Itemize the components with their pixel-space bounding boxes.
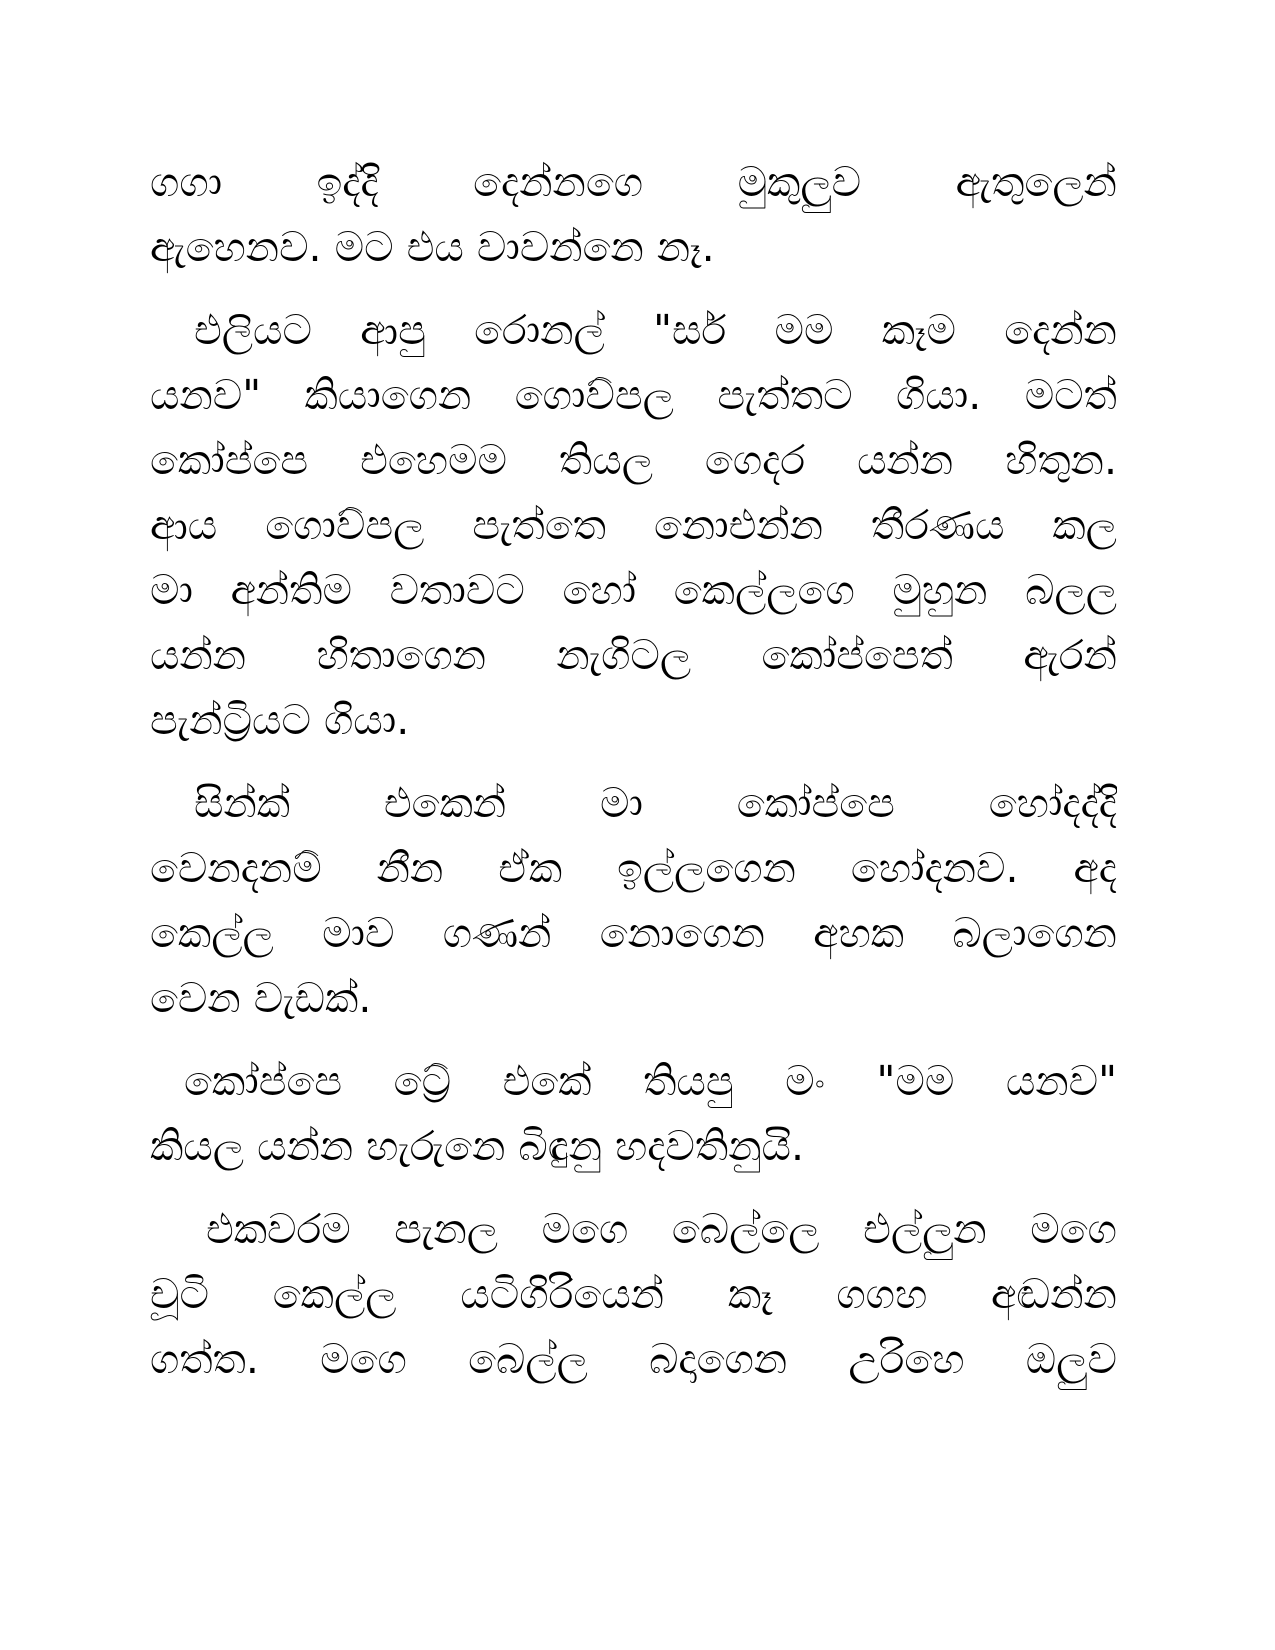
word: යන්න: [150, 631, 247, 679]
word: ගොව්පල: [514, 371, 674, 419]
word: එහෙමම: [360, 436, 507, 484]
word: කෝප්පෙ: [150, 436, 309, 484]
text-line: [150, 1327, 1117, 1392]
word: මුහුන: [892, 566, 988, 614]
word: යන්න: [857, 436, 954, 484]
word: ඔලුව: [1025, 1335, 1117, 1383]
text-line: [150, 493, 1117, 558]
word: එලියට: [194, 306, 312, 354]
text-line: [150, 1114, 1117, 1179]
word: දෙන්න: [1004, 306, 1117, 354]
word: බෙල්ලෙ: [671, 1205, 820, 1253]
word: නොගෙන: [599, 909, 765, 957]
word: ගියා.: [895, 371, 982, 419]
word: හිතුන.: [1005, 436, 1117, 484]
word: කෙල්ලගෙ: [673, 566, 855, 614]
text-line: [150, 688, 1117, 753]
word: මම: [774, 306, 834, 354]
word: මුකුලුව: [737, 158, 862, 206]
word: හිතාගෙන: [316, 631, 487, 679]
line-text: ඇහෙනව. මට එය වාවන්නෙ නෑ.: [150, 223, 715, 271]
word: යටිගිරියෙන්: [460, 1270, 665, 1318]
text-line: [150, 363, 1117, 428]
word: ඉද්දි: [316, 158, 379, 206]
word: අහක: [813, 909, 905, 957]
word: හෝදද්දි: [988, 779, 1117, 827]
line-text: පැන්ට්‍රියට ගියා.: [150, 696, 410, 744]
body-text: [150, 150, 1117, 1392]
word: කල: [1052, 501, 1117, 549]
text-line: [150, 150, 1117, 215]
word: වෙනදනම්: [150, 844, 322, 892]
word: පැත්තෙ: [472, 501, 607, 549]
text-line: [150, 836, 1117, 901]
line-text: වෙන වැඩක්.: [150, 974, 372, 1022]
word: "සර්: [653, 306, 727, 354]
word: දෙන්නගෙ: [473, 158, 644, 206]
word: එකවරම: [206, 1205, 351, 1253]
word: මා: [150, 566, 193, 614]
word: මගෙ: [541, 1205, 629, 1253]
text-line: [150, 298, 1117, 363]
word: නැගිටල: [556, 631, 692, 679]
text-line: [150, 901, 1117, 966]
word: අන්තිම: [230, 566, 352, 614]
word: චූටි: [150, 1270, 209, 1318]
word: නීන: [376, 844, 444, 892]
word: ගගහ: [836, 1270, 928, 1318]
text-line: [150, 966, 1117, 1031]
word: මටත්: [1024, 371, 1117, 419]
text-line: [150, 1197, 1117, 1262]
word: අද: [1073, 844, 1117, 892]
word: ආය: [150, 501, 218, 549]
word: යනව": [150, 371, 262, 419]
word: ගොව්පල: [265, 501, 425, 549]
word: පැනල: [394, 1205, 499, 1253]
word: හෝදනව.: [850, 844, 1019, 892]
word: අඬන්න: [991, 1270, 1117, 1318]
word: ට්‍රේ: [393, 1057, 452, 1105]
word: කෝප්පෙ: [736, 779, 895, 827]
word: මං: [785, 1057, 826, 1105]
word: උරිහෙ: [848, 1335, 965, 1383]
word: ඇරන්: [1023, 631, 1117, 679]
word: ඇතුලෙන්: [955, 158, 1117, 206]
word: එල්ලුන: [863, 1205, 987, 1253]
word: පැත්තට: [717, 371, 853, 419]
word: ඒක: [498, 844, 563, 892]
word: තියල: [558, 436, 653, 484]
word: මගෙ: [1030, 1205, 1117, 1253]
word: ගගා: [150, 158, 223, 206]
word: ඉල්ලගෙන: [617, 844, 796, 892]
text-line: [150, 428, 1117, 493]
text-line: [150, 1262, 1117, 1327]
word: මාව: [322, 909, 395, 957]
word: බෙල්ල: [468, 1335, 588, 1383]
word: මා: [599, 779, 643, 827]
text-line: [150, 1049, 1117, 1114]
word: බලල: [1025, 566, 1117, 614]
word: එකෙන්: [383, 779, 507, 827]
line-text: කියල යන්න හැරුනෙ බිඳුනු හදවතිනුයි.: [150, 1122, 805, 1170]
word: මගෙ: [320, 1335, 407, 1383]
word: "මම: [876, 1057, 955, 1105]
word: හෝ: [562, 566, 637, 614]
word: කෙල්ල: [272, 1270, 397, 1318]
word: බලාගෙන: [952, 909, 1117, 957]
text-line: [150, 771, 1117, 836]
word: කෑම: [881, 306, 956, 354]
word: තියපු: [643, 1057, 734, 1105]
word: ගණන්: [442, 909, 552, 957]
word: කෝප්පෙත්: [761, 631, 953, 679]
word: වතාවට: [389, 566, 525, 614]
word: බදාගෙන: [649, 1335, 788, 1383]
word: ගත්ත.: [150, 1335, 259, 1383]
word: කෙල්ල: [150, 909, 274, 957]
text-line: [150, 558, 1117, 623]
word: කියාගෙන: [304, 371, 472, 419]
word: රොනල්: [474, 306, 605, 354]
word: තීරණය: [870, 501, 1005, 549]
text-line: [150, 215, 1117, 280]
word: ගෙදර: [704, 436, 806, 484]
word: එකේ: [502, 1057, 592, 1105]
word: නොඑන්න: [653, 501, 823, 549]
word: යනව": [1005, 1057, 1117, 1105]
word: ආපු: [360, 306, 426, 354]
word: කෝප්පෙ: [184, 1057, 343, 1105]
text-line: [150, 623, 1117, 688]
word: සින්ක්: [194, 779, 291, 827]
word: කෑ: [727, 1270, 773, 1318]
